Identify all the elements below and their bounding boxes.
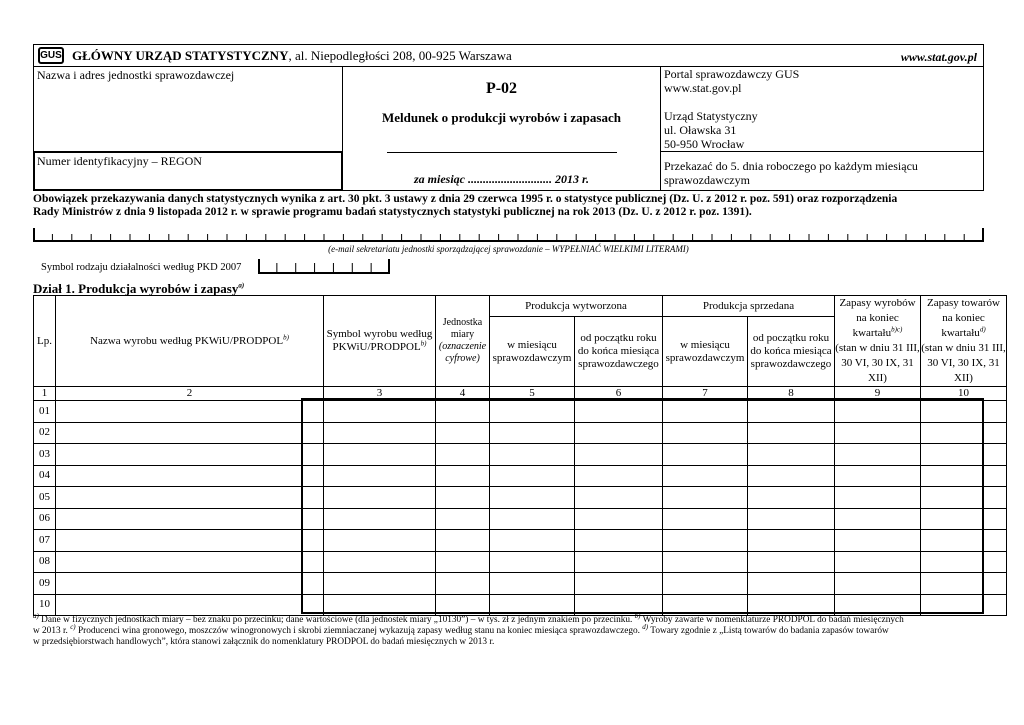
table-cell[interactable] bbox=[56, 594, 324, 616]
column-number-row bbox=[34, 387, 1007, 401]
form-title-divider bbox=[387, 152, 617, 153]
table-cell[interactable] bbox=[663, 487, 748, 509]
table-row bbox=[34, 594, 1007, 616]
table-cell[interactable] bbox=[324, 530, 436, 552]
table-cell[interactable] bbox=[56, 530, 324, 552]
table-cell[interactable] bbox=[324, 573, 436, 595]
row-number: 04 bbox=[34, 465, 56, 487]
table-cell[interactable] bbox=[575, 465, 663, 487]
row-number: 06 bbox=[34, 508, 56, 530]
table-cell[interactable] bbox=[324, 487, 436, 509]
table-cell[interactable] bbox=[324, 594, 436, 616]
table-cell[interactable] bbox=[748, 487, 835, 509]
email-field[interactable] bbox=[33, 228, 984, 242]
table-cell[interactable] bbox=[436, 401, 490, 423]
table-cell[interactable] bbox=[835, 444, 921, 466]
column-number-cell: 10 bbox=[921, 387, 1007, 401]
footnotes bbox=[33, 611, 984, 648]
org-address: , al. Niepodległości 208, 00-925 Warszawa bbox=[288, 48, 512, 63]
unit-name-label: Nazwa i adres jednostki sprawozdawczej bbox=[37, 68, 235, 82]
table-cell[interactable] bbox=[835, 573, 921, 595]
table-cell[interactable] bbox=[663, 508, 748, 530]
table-cell[interactable] bbox=[835, 530, 921, 552]
footnote-line2: w 2013 r. $^{c)}$ Producenci wina gronowego, moszczów winogronowych i skrobi ziemniaczanej wykazują zapasy według stanu na koniec miesiąca sprawozdawczego. $^{d)}$ Towary zgodnie z „Listą towarów do badania zapasów towarów bbox=[33, 622, 889, 636]
table-cell[interactable] bbox=[835, 422, 921, 444]
table-row bbox=[34, 487, 1007, 509]
table-cell[interactable] bbox=[575, 530, 663, 552]
table-row bbox=[34, 573, 1007, 595]
table-cell[interactable] bbox=[490, 422, 575, 444]
row-number: 05 bbox=[34, 487, 56, 509]
table-cell[interactable] bbox=[490, 508, 575, 530]
table-cell[interactable] bbox=[490, 530, 575, 552]
table-cell[interactable] bbox=[835, 594, 921, 616]
table-cell[interactable] bbox=[663, 551, 748, 573]
table-cell[interactable] bbox=[921, 444, 1007, 466]
table-cell[interactable] bbox=[748, 508, 835, 530]
table-cell[interactable] bbox=[663, 594, 748, 616]
table-cell[interactable] bbox=[56, 465, 324, 487]
office-line3: 50-950 Wrocław bbox=[664, 137, 745, 151]
table-cell[interactable] bbox=[921, 551, 1007, 573]
row-number: 01 bbox=[34, 401, 56, 423]
col-header-lp: Lp. bbox=[34, 296, 56, 387]
table-cell[interactable] bbox=[324, 465, 436, 487]
form-code: P-02 bbox=[485, 80, 518, 97]
table-row bbox=[34, 530, 1007, 552]
table-row bbox=[34, 401, 1007, 423]
deadline-line1: Przekazać do 5. dnia roboczego po każdym miesiącu bbox=[664, 159, 918, 173]
portal-line1: Portal sprawozdawczy GUS bbox=[664, 67, 800, 81]
table-cell[interactable] bbox=[436, 573, 490, 595]
column-number-cell: 8 bbox=[748, 387, 835, 401]
row-number: 10 bbox=[34, 594, 56, 616]
row-number: 08 bbox=[34, 551, 56, 573]
pkd-label: Symbol rodzaju działalności według PKD 2007 bbox=[41, 262, 242, 273]
portal-info bbox=[664, 67, 799, 95]
sub-header-produced-ytd: od początku roku do końca miesiąca sprawozdawczego bbox=[575, 317, 663, 387]
row-number: 07 bbox=[34, 530, 56, 552]
table-cell[interactable] bbox=[575, 444, 663, 466]
deadline-line2: sprawozdawczym bbox=[664, 173, 750, 187]
footnote-line1: $^{a)}$ Dane w fizycznych jednostkach miary – bez znaku po przecinku; dane wartościowe (dla jednostek miary „10130”) – w tys. zł z jednym znakiem po przecinku. $^{b)}$ Wyroby zawarte w nomenklaturze PRODPOL do badań miesięcznych bbox=[33, 611, 904, 625]
table-cell[interactable] bbox=[56, 422, 324, 444]
table-cell[interactable] bbox=[436, 422, 490, 444]
table-cell[interactable] bbox=[436, 551, 490, 573]
pkd-comb-ticks bbox=[258, 259, 390, 274]
email-caption: (e-mail sekretariatu jednostki sporządzającej sprawozdanie – WYPEŁNIAĆ WIELKIMI LITERAMI) bbox=[328, 244, 689, 254]
table-cell[interactable] bbox=[921, 573, 1007, 595]
table-cell[interactable] bbox=[921, 401, 1007, 423]
table-cell[interactable] bbox=[921, 422, 1007, 444]
table-cell[interactable] bbox=[921, 594, 1007, 616]
table-cell[interactable] bbox=[436, 487, 490, 509]
table-cell[interactable] bbox=[835, 508, 921, 530]
table-cell[interactable] bbox=[835, 465, 921, 487]
table-cell[interactable] bbox=[921, 465, 1007, 487]
table-cell[interactable] bbox=[835, 487, 921, 509]
legal-line1: Obowiązek przekazywania danych statystycznych wynika z art. 30 pkt. 3 ustawy z dnia 29 czerwca 1995 r. o statystyce publicznej (Dz. U. z 2012 r. poz. 591) oraz rozporządzenia bbox=[33, 193, 898, 205]
section-title-sup: a) bbox=[238, 281, 245, 290]
table-cell[interactable] bbox=[575, 594, 663, 616]
table-cell[interactable] bbox=[748, 594, 835, 616]
table-cell[interactable] bbox=[575, 422, 663, 444]
table-row bbox=[34, 465, 1007, 487]
deadline-info bbox=[664, 159, 918, 187]
column-number-cell: 1 bbox=[34, 387, 56, 401]
table-cell[interactable] bbox=[324, 401, 436, 423]
table-cell[interactable] bbox=[490, 551, 575, 573]
deadline-divider bbox=[660, 151, 984, 152]
table-cell[interactable] bbox=[324, 444, 436, 466]
form-title: Meldunek o produkcji wyrobów i zapasach bbox=[382, 110, 621, 125]
table-cell[interactable] bbox=[56, 551, 324, 573]
table-cell[interactable] bbox=[663, 444, 748, 466]
table-cell[interactable] bbox=[56, 573, 324, 595]
table-cell[interactable] bbox=[324, 551, 436, 573]
table-cell[interactable] bbox=[575, 551, 663, 573]
portal-line2: www.stat.gov.pl bbox=[664, 81, 742, 95]
table-cell[interactable] bbox=[324, 508, 436, 530]
table-row bbox=[34, 551, 1007, 573]
form-period: za miesiąc ............................ 2013 r. bbox=[413, 172, 589, 186]
table-cell[interactable] bbox=[436, 465, 490, 487]
table-cell[interactable] bbox=[324, 422, 436, 444]
table-cell[interactable] bbox=[663, 422, 748, 444]
table-cell[interactable] bbox=[835, 401, 921, 423]
column-number-cell: 5 bbox=[490, 387, 575, 401]
footnote-line3: w przedsiębiorstwach handlowych”, która stanowi załącznik do nomenklatury PRODPOL do badań miesięcznych w 2013 r. bbox=[33, 637, 495, 647]
table-cell[interactable] bbox=[748, 551, 835, 573]
col-header-symbol: Symbol wyrobu według PKWiU/PRODPOL$^{b)}$ bbox=[324, 296, 436, 387]
row-number: 02 bbox=[34, 422, 56, 444]
legal-text bbox=[33, 193, 984, 219]
office-line1: Urząd Statystyczny bbox=[664, 109, 758, 123]
table-cell[interactable] bbox=[575, 487, 663, 509]
table-cell[interactable] bbox=[490, 594, 575, 616]
sub-header-produced-month: w miesiącu sprawozdawczym bbox=[490, 317, 575, 387]
office-line2: ul. Oławska 31 bbox=[664, 123, 737, 137]
office-info bbox=[664, 109, 758, 151]
production-table bbox=[33, 295, 1007, 616]
table-cell[interactable] bbox=[490, 573, 575, 595]
table-cell[interactable] bbox=[436, 594, 490, 616]
table-cell[interactable] bbox=[921, 487, 1007, 509]
email-comb-ticks bbox=[33, 228, 984, 242]
column-number-cell: 2 bbox=[56, 387, 324, 401]
table-cell[interactable] bbox=[575, 401, 663, 423]
org-name: GŁÓWNY URZĄD STATYSTYCZNY bbox=[72, 48, 289, 63]
table-cell[interactable] bbox=[663, 573, 748, 595]
table-cell[interactable] bbox=[436, 444, 490, 466]
table-cell[interactable] bbox=[748, 422, 835, 444]
table-cell[interactable] bbox=[56, 487, 324, 509]
table-cell[interactable] bbox=[748, 465, 835, 487]
table-cell[interactable] bbox=[436, 530, 490, 552]
column-number-cell: 6 bbox=[575, 387, 663, 401]
row-number: 03 bbox=[34, 444, 56, 466]
gus-logo: GUS bbox=[38, 47, 64, 64]
table-cell[interactable] bbox=[56, 508, 324, 530]
column-number-cell: 7 bbox=[663, 387, 748, 401]
table-cell[interactable] bbox=[490, 487, 575, 509]
sub-header-sold-ytd: od początku roku do końca miesiąca sprawozdawczego bbox=[748, 317, 835, 387]
table-cell[interactable] bbox=[490, 465, 575, 487]
col-header-stock-goods: Zapasy towarów na koniec kwartału$^{d)}$ (stan w dniu 31 III, 30 VI, 30 IX, 31 XII) bbox=[921, 296, 1007, 387]
column-number-cell: 9 bbox=[835, 387, 921, 401]
table-cell[interactable] bbox=[748, 530, 835, 552]
header-org bbox=[72, 49, 512, 63]
table-cell[interactable] bbox=[663, 465, 748, 487]
table-cell[interactable] bbox=[436, 508, 490, 530]
table-cell[interactable] bbox=[921, 530, 1007, 552]
column-number-cell: 4 bbox=[436, 387, 490, 401]
table-cell[interactable] bbox=[575, 573, 663, 595]
regon-label: Numer identyfikacyjny – REGON bbox=[37, 154, 202, 168]
header-website: www.stat.gov.pl bbox=[900, 50, 977, 64]
legal-line2: Rady Ministrów z dnia 9 listopada 2012 r. w sprawie programu badań statystycznych statystyki publicznej na rok 2013 (Dz. U. z 2012 r. poz. 1391). bbox=[33, 206, 752, 218]
table-cell[interactable] bbox=[835, 551, 921, 573]
table-row bbox=[34, 508, 1007, 530]
row-number: 09 bbox=[34, 573, 56, 595]
table-cell[interactable] bbox=[748, 401, 835, 423]
table-cell[interactable] bbox=[490, 401, 575, 423]
table-cell[interactable] bbox=[490, 444, 575, 466]
table-row bbox=[34, 422, 1007, 444]
table-cell[interactable] bbox=[748, 444, 835, 466]
section-title-text: Dział 1. Produkcja wyrobów i zapasy bbox=[33, 281, 239, 296]
table-cell[interactable] bbox=[56, 401, 324, 423]
group-header-produced: Produkcja wytworzona bbox=[490, 296, 663, 317]
col-header-unit: Jednostka miary (oznaczenie cyfrowe) bbox=[436, 296, 490, 387]
table-cell[interactable] bbox=[575, 508, 663, 530]
group-header-sold: Produkcja sprzedana bbox=[663, 296, 835, 317]
table-cell[interactable] bbox=[748, 573, 835, 595]
table-row bbox=[34, 444, 1007, 466]
table-cell[interactable] bbox=[663, 530, 748, 552]
column-number-cell: 3 bbox=[324, 387, 436, 401]
table-cell[interactable] bbox=[56, 444, 324, 466]
table-cell[interactable] bbox=[663, 401, 748, 423]
col-header-name: Nazwa wyrobu według PKWiU/PRODPOL$^{b)}$ bbox=[56, 296, 324, 387]
sub-header-sold-month: w miesiącu sprawozdawczym bbox=[663, 317, 748, 387]
table-cell[interactable] bbox=[921, 508, 1007, 530]
col-header-stock-products: Zapasy wyrobów na koniec kwartału$^{b)c)}$ (stan w dniu 31 III, 30 VI, 30 IX, 31 XII) bbox=[835, 296, 921, 387]
pkd-field[interactable] bbox=[258, 259, 390, 274]
